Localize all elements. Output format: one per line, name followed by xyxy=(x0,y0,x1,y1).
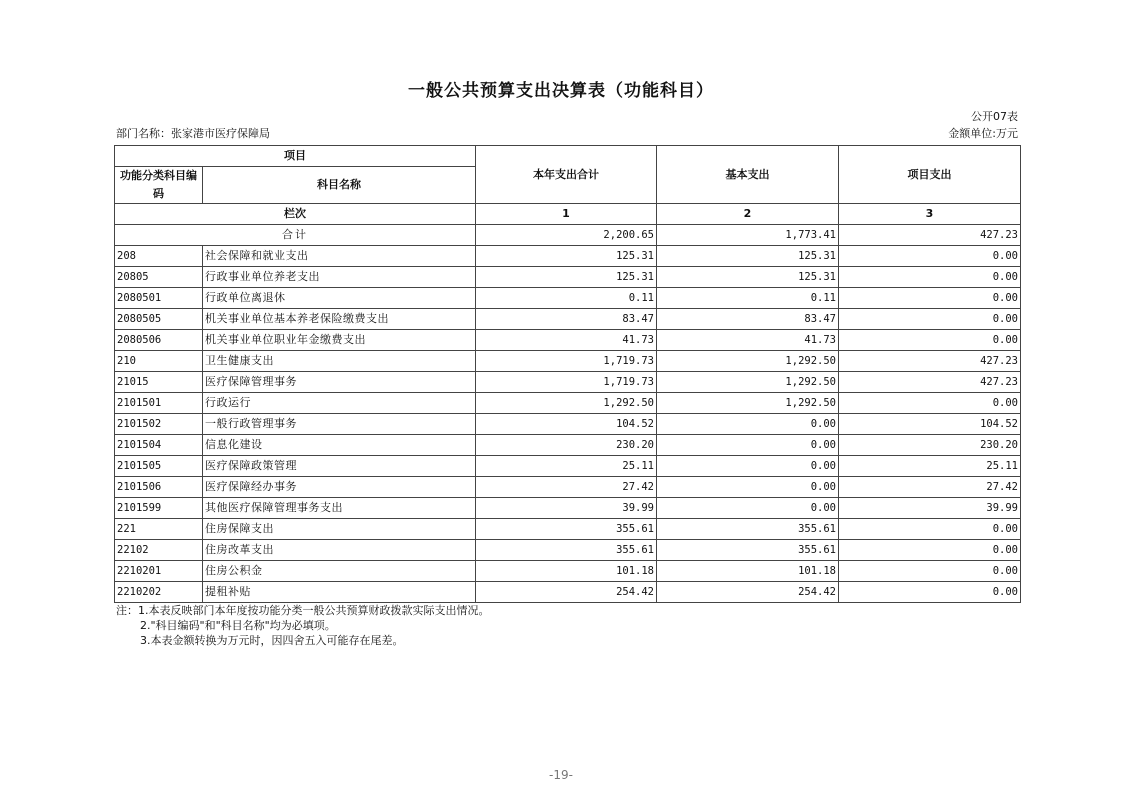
row-project: 427.23 xyxy=(839,351,1021,372)
table-row xyxy=(115,435,1021,456)
table-row xyxy=(115,372,1021,393)
table-row xyxy=(115,519,1021,540)
form-number: 公开07表 xyxy=(971,110,1018,123)
row-basic: 83.47 xyxy=(657,309,839,330)
page-number: -19- xyxy=(549,768,573,782)
header-project-expense: 项目支出 xyxy=(839,146,1021,204)
row-basic: 41.73 xyxy=(657,330,839,351)
row-total: 254.42 xyxy=(476,582,657,603)
row-project: 0.00 xyxy=(839,393,1021,414)
row-code: 2080506 xyxy=(115,330,203,351)
row-name: 住房公积金 xyxy=(203,561,476,582)
row-code: 2101502 xyxy=(115,414,203,435)
page-title: 一般公共预算支出决算表（功能科目） xyxy=(408,81,714,101)
header-name: 科目名称 xyxy=(203,167,476,204)
header-total: 本年支出合计 xyxy=(476,146,657,204)
row-code: 2101599 xyxy=(115,498,203,519)
row-basic: 125.31 xyxy=(657,246,839,267)
row-project: 27.42 xyxy=(839,477,1021,498)
header-code: 功能分类科目编码 xyxy=(115,167,203,204)
row-basic: 1,292.50 xyxy=(657,372,839,393)
row-total: 101.18 xyxy=(476,561,657,582)
row-basic: 0.00 xyxy=(657,456,839,477)
row-project: 25.11 xyxy=(839,456,1021,477)
table-row xyxy=(115,351,1021,372)
header-row-1 xyxy=(115,146,1021,167)
row-code: 2101504 xyxy=(115,435,203,456)
row-basic: 101.18 xyxy=(657,561,839,582)
row-project: 427.23 xyxy=(839,372,1021,393)
row-project: 0.00 xyxy=(839,519,1021,540)
row-basic: 0.11 xyxy=(657,288,839,309)
row-name: 社会保障和就业支出 xyxy=(203,246,476,267)
row-project: 0.00 xyxy=(839,540,1021,561)
col-index-1: 1 xyxy=(476,204,657,225)
row-basic: 1,292.50 xyxy=(657,393,839,414)
row-basic: 0.00 xyxy=(657,414,839,435)
row-code: 2210202 xyxy=(115,582,203,603)
row-project: 0.00 xyxy=(839,267,1021,288)
row-name: 其他医疗保障管理事务支出 xyxy=(203,498,476,519)
row-total: 104.52 xyxy=(476,414,657,435)
total-row xyxy=(115,225,1021,246)
total-project: 427.23 xyxy=(839,225,1021,246)
header-basic: 基本支出 xyxy=(657,146,839,204)
table-row xyxy=(115,498,1021,519)
row-basic: 355.61 xyxy=(657,519,839,540)
row-project: 0.00 xyxy=(839,246,1021,267)
table-row xyxy=(115,561,1021,582)
table-row xyxy=(115,393,1021,414)
row-code: 221 xyxy=(115,519,203,540)
row-name: 住房保障支出 xyxy=(203,519,476,540)
table-row xyxy=(115,477,1021,498)
expenditure-table xyxy=(114,145,1021,603)
row-name: 行政事业单位养老支出 xyxy=(203,267,476,288)
col-index-2: 2 xyxy=(657,204,839,225)
row-name: 医疗保障管理事务 xyxy=(203,372,476,393)
row-total: 83.47 xyxy=(476,309,657,330)
header-project: 项目 xyxy=(115,146,476,167)
notes xyxy=(116,603,490,648)
row-basic: 125.31 xyxy=(657,267,839,288)
row-basic: 254.42 xyxy=(657,582,839,603)
row-name: 一般行政管理事务 xyxy=(203,414,476,435)
row-project: 104.52 xyxy=(839,414,1021,435)
row-code: 210 xyxy=(115,351,203,372)
row-code: 22102 xyxy=(115,540,203,561)
table-row xyxy=(115,267,1021,288)
row-total: 41.73 xyxy=(476,330,657,351)
row-code: 2210201 xyxy=(115,561,203,582)
table-row xyxy=(115,540,1021,561)
amount-unit: 金额单位:万元 xyxy=(948,127,1018,140)
row-project: 0.00 xyxy=(839,561,1021,582)
row-project: 230.20 xyxy=(839,435,1021,456)
total-label: 合计 xyxy=(115,225,476,246)
row-total: 39.99 xyxy=(476,498,657,519)
row-basic: 355.61 xyxy=(657,540,839,561)
note-3: 3.本表金额转换为万元时，因四舍五入可能存在尾差。 xyxy=(140,634,404,647)
row-basic: 0.00 xyxy=(657,435,839,456)
row-name: 信息化建设 xyxy=(203,435,476,456)
row-project: 0.00 xyxy=(839,330,1021,351)
row-code: 2101506 xyxy=(115,477,203,498)
row-project: 0.00 xyxy=(839,288,1021,309)
table-row xyxy=(115,309,1021,330)
row-total: 25.11 xyxy=(476,456,657,477)
department-name: 部门名称：张家港市医疗保障局 xyxy=(116,127,270,140)
table-row xyxy=(115,456,1021,477)
row-name: 机关事业单位基本养老保险缴费支出 xyxy=(203,309,476,330)
row-name: 机关事业单位职业年金缴费支出 xyxy=(203,330,476,351)
row-name: 行政运行 xyxy=(203,393,476,414)
table-row xyxy=(115,582,1021,603)
row-name: 医疗保障经办事务 xyxy=(203,477,476,498)
row-total: 125.31 xyxy=(476,267,657,288)
row-name: 提租补贴 xyxy=(203,582,476,603)
table-row xyxy=(115,414,1021,435)
row-name: 医疗保障政策管理 xyxy=(203,456,476,477)
row-total: 1,292.50 xyxy=(476,393,657,414)
row-name: 卫生健康支出 xyxy=(203,351,476,372)
header-row-index xyxy=(115,204,1021,225)
row-code: 20805 xyxy=(115,267,203,288)
row-code: 2101505 xyxy=(115,456,203,477)
table-row xyxy=(115,330,1021,351)
note-2: 2."科目编码"和"科目名称"均为必填项。 xyxy=(140,619,336,632)
row-code: 2101501 xyxy=(115,393,203,414)
row-code: 2080505 xyxy=(115,309,203,330)
row-basic: 1,292.50 xyxy=(657,351,839,372)
row-total: 1,719.73 xyxy=(476,351,657,372)
row-project: 0.00 xyxy=(839,309,1021,330)
row-total: 355.61 xyxy=(476,540,657,561)
row-index-label: 栏次 xyxy=(115,204,476,225)
row-total: 355.61 xyxy=(476,519,657,540)
row-name: 行政单位离退休 xyxy=(203,288,476,309)
row-total: 1,719.73 xyxy=(476,372,657,393)
table-row xyxy=(115,246,1021,267)
total-amount: 2,200.65 xyxy=(476,225,657,246)
table-row xyxy=(115,288,1021,309)
total-basic: 1,773.41 xyxy=(657,225,839,246)
row-total: 125.31 xyxy=(476,246,657,267)
row-project: 0.00 xyxy=(839,582,1021,603)
row-code: 21015 xyxy=(115,372,203,393)
row-name: 住房改革支出 xyxy=(203,540,476,561)
note-1: 注：1.本表反映部门本年度按功能分类一般公共预算财政拨款实际支出情况。 xyxy=(116,604,490,617)
row-code: 2080501 xyxy=(115,288,203,309)
row-code: 208 xyxy=(115,246,203,267)
row-total: 27.42 xyxy=(476,477,657,498)
col-index-3: 3 xyxy=(839,204,1021,225)
row-basic: 0.00 xyxy=(657,477,839,498)
row-basic: 0.00 xyxy=(657,498,839,519)
row-total: 230.20 xyxy=(476,435,657,456)
row-project: 39.99 xyxy=(839,498,1021,519)
row-total: 0.11 xyxy=(476,288,657,309)
